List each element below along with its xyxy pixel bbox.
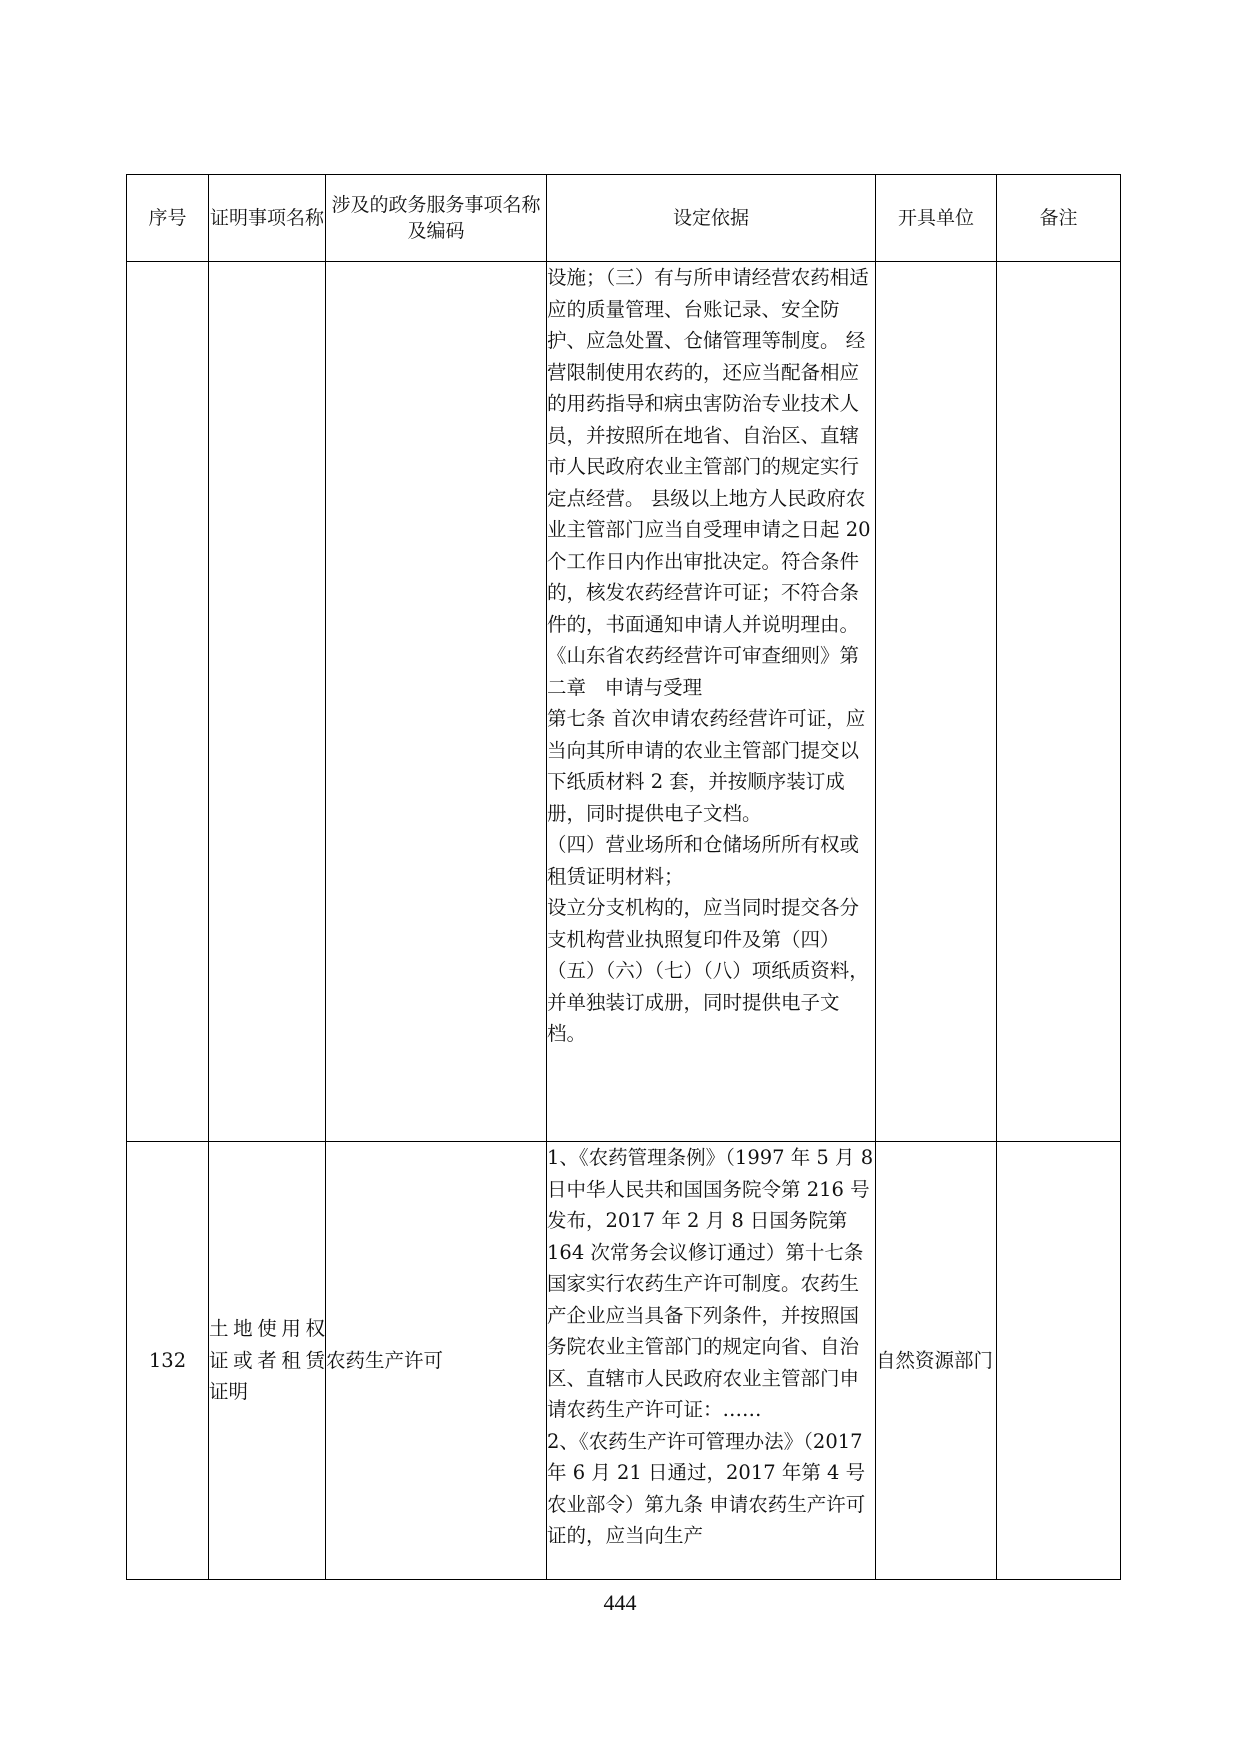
basis-paragraph: 1、《农药管理条例》（1997 年 5 月 8 日中华人民共和国国务院令第 216 号发布，2017 年 2 月 8 日国务院第 164 次常务会议修订通过）第十七条 国家实行农药生产许可制度。农药生产企业应当具备下列条件，并按照国务院农业主管部门的规定向省、自治区、直辖市人民政府农业主管部门申请农药生产许可证：…… [547, 1146, 880, 1421]
cell-service: 农药生产许可 [326, 1142, 547, 1580]
cell-remark [997, 1142, 1121, 1580]
header-cert-name: 证明事项名称 [209, 175, 326, 262]
certificate-table [126, 174, 1121, 1580]
header-issuer: 开具单位 [876, 175, 997, 262]
cell-seq: 132 [127, 1142, 209, 1580]
basis-paragraph: 2、《农药生产许可管理办法》（2017 年 6 月 21 日通过，2017 年第 4 号农业部令）第九条 申请农药生产许可证的，应当向生产 [547, 1429, 869, 1547]
cell-issuer: 自然资源部门 [876, 1142, 997, 1580]
header-remark: 备注 [997, 175, 1121, 262]
cell-basis [547, 1142, 880, 1580]
cell-basis [547, 262, 876, 1142]
basis-paragraph: 设立分支机构的，应当同时提交各分支机构营业执照复印件及第（四）（五）（六）（七）（八）项纸质资料，并单独装订成册，同时提供电子文档。 [547, 896, 869, 1045]
basis-paragraph: 设施；（三）有与所申请经营农药相适应的质量管理、台账记录、安全防护、应急处置、仓储管理等制度。 经营限制使用农药的，还应当配备相应的用药指导和病虫害防治专业技术人员，并按照所在地省、自治区、直辖市人民政府农业主管部门的规定实行定点经营。 县级以上地方人民政府农业主管部门应当自受理申请之日起 20 个工作日内作出审批决定。符合条件的，核发农药经营许可证；不符合条件的，书面通知申请人并说明理由。 [547, 266, 877, 636]
basis-paragraph: 第七条 首次申请农药经营许可证，应当向其所申请的农业主管部门提交以下纸质材料 2 套，并按顺序装订成册，同时提供电子文档。 [547, 707, 866, 825]
cell-issuer [876, 262, 997, 1142]
page-number: 444 [603, 1590, 637, 1615]
cell-remark [997, 262, 1121, 1142]
header-service: 涉及的政务服务事项名称及编码 [326, 175, 547, 262]
cell-cert-name: 土地使用权证或者租赁证明 [209, 1142, 326, 1580]
table-row [127, 262, 1121, 1142]
cell-service [326, 262, 547, 1142]
cell-seq [127, 262, 209, 1142]
basis-paragraph: （四）营业场所和仓储场所所有权或租赁证明材料； [547, 833, 860, 888]
header-basis: 设定依据 [547, 175, 876, 262]
table-header-row [127, 175, 1121, 262]
table-row [127, 1142, 1121, 1580]
cell-cert-name [209, 262, 326, 1142]
basis-paragraph: 《山东省农药经营许可审查细则》第二章 申请与受理 [547, 644, 860, 699]
header-seq: 序号 [127, 175, 209, 262]
